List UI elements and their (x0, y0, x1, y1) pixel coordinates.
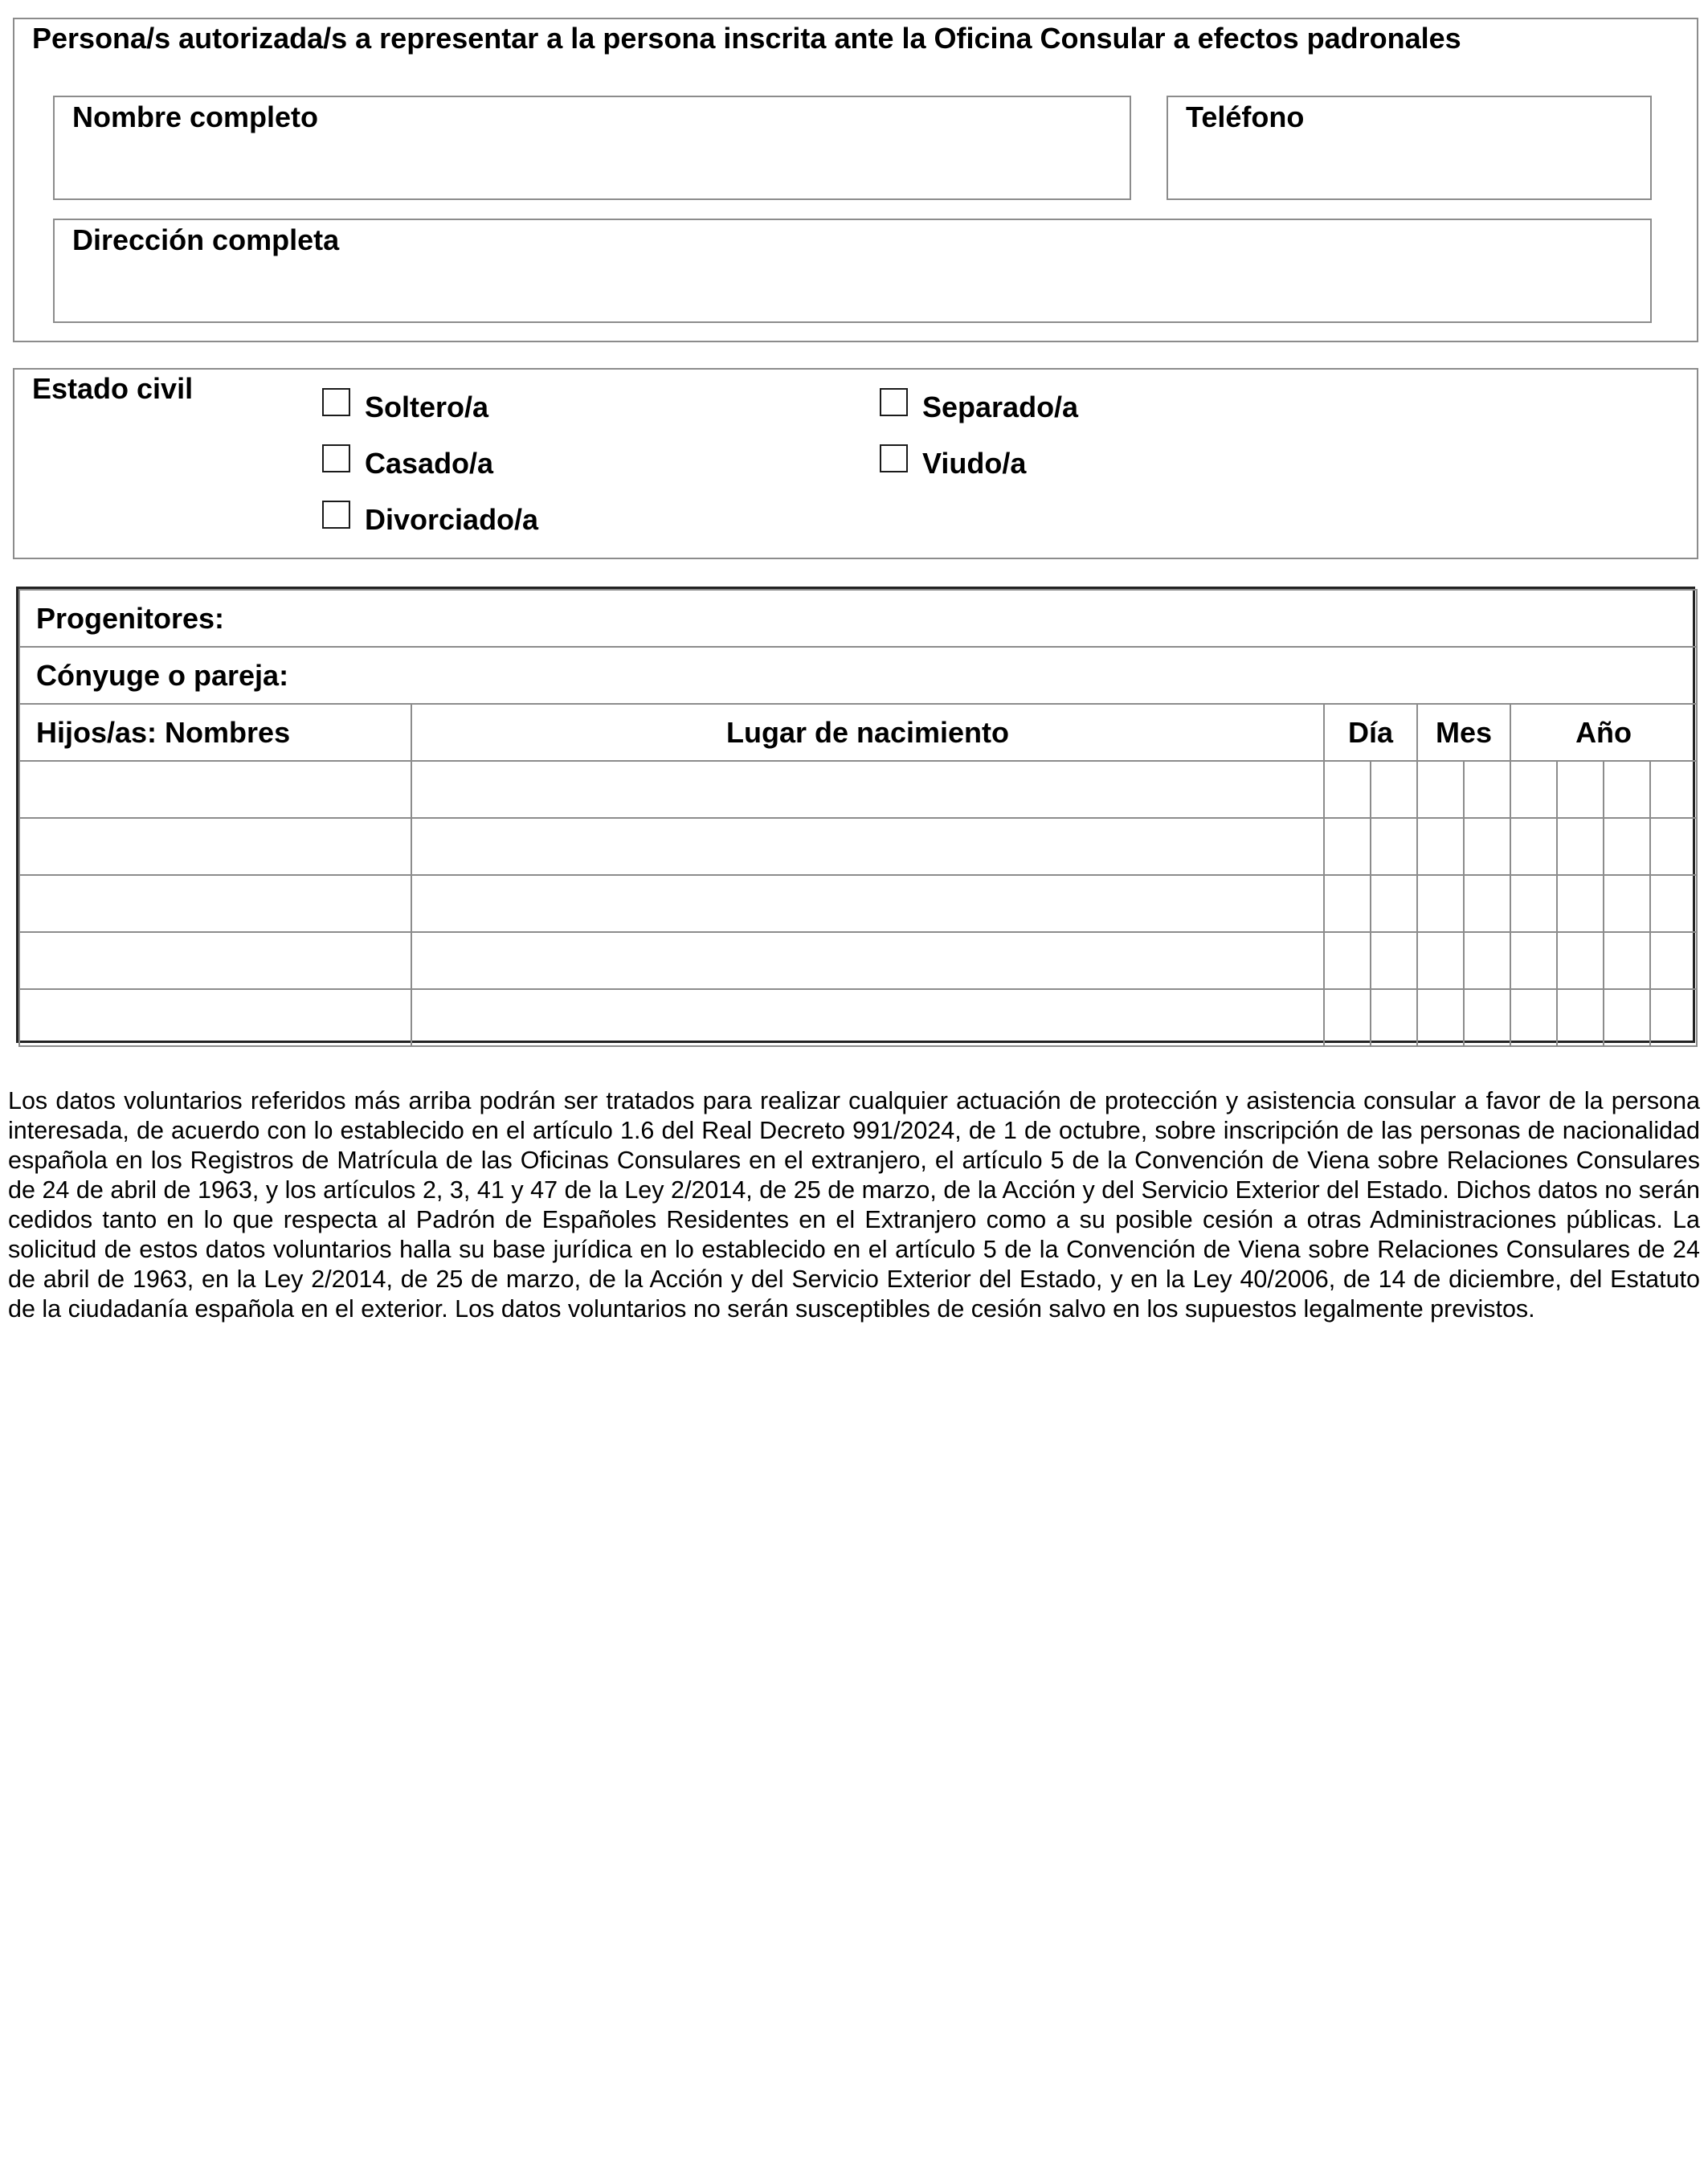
full-name-field[interactable] (53, 96, 1131, 200)
child-year-digit-cell[interactable] (1650, 989, 1697, 1046)
divorced-label: Divorciado/a (365, 503, 539, 536)
child-year-digit-cell[interactable] (1650, 818, 1697, 875)
child-month-digit-cell[interactable] (1464, 818, 1510, 875)
child-day-digit-cell[interactable] (1324, 818, 1371, 875)
widowed-checkbox[interactable] (880, 444, 908, 472)
child-month-digit-cell[interactable] (1417, 875, 1464, 932)
child-day-digit-cell[interactable] (1371, 932, 1417, 989)
child-year-digit-cell[interactable] (1510, 875, 1557, 932)
children-rows (19, 761, 1697, 1046)
widowed-label: Viudo/a (922, 447, 1027, 480)
child-year-digit-cell[interactable] (1650, 761, 1697, 818)
divorced-checkbox[interactable] (322, 501, 350, 529)
child-day-digit-cell[interactable] (1324, 932, 1371, 989)
child-year-digit-cell[interactable] (1604, 761, 1650, 818)
child-birthplace-cell[interactable] (411, 875, 1324, 932)
child-day-digit-cell[interactable] (1371, 875, 1417, 932)
separated-label: Separado/a (922, 391, 1079, 423)
parents-label: Progenitores: (36, 601, 225, 635)
child-year-digit-cell[interactable] (1604, 989, 1650, 1046)
civil-status-label: Estado civil (32, 372, 194, 405)
single-checkbox[interactable] (322, 388, 350, 416)
child-year-digit-cell[interactable] (1557, 932, 1604, 989)
child-day-digit-cell[interactable] (1324, 989, 1371, 1046)
married-label: Casado/a (365, 447, 494, 480)
full-name-label: Nombre completo (72, 100, 319, 133)
single-label: Soltero/a (365, 391, 489, 423)
phone-field[interactable] (1167, 96, 1652, 200)
child-year-digit-cell[interactable] (1510, 761, 1557, 818)
child-birthplace-cell[interactable] (411, 932, 1324, 989)
child-birthplace-cell[interactable] (411, 989, 1324, 1046)
child-month-digit-cell[interactable] (1417, 761, 1464, 818)
separated-checkbox[interactable] (880, 388, 908, 416)
child-day-digit-cell[interactable] (1324, 761, 1371, 818)
address-field[interactable] (53, 219, 1652, 323)
parents-row[interactable] (19, 590, 1697, 647)
children-names-header: Hijos/as: Nombres (19, 704, 411, 761)
child-day-digit-cell[interactable] (1371, 761, 1417, 818)
spouse-row[interactable] (19, 647, 1697, 704)
birthplace-header: Lugar de nacimiento (411, 704, 1324, 761)
child-year-digit-cell[interactable] (1557, 818, 1604, 875)
child-year-digit-cell[interactable] (1650, 932, 1697, 989)
child-name-cell[interactable] (19, 818, 411, 875)
child-row (19, 761, 1697, 818)
child-birthplace-cell[interactable] (411, 818, 1324, 875)
child-year-digit-cell[interactable] (1604, 818, 1650, 875)
address-label: Dirección completa (72, 223, 340, 256)
child-year-digit-cell[interactable] (1510, 818, 1557, 875)
phone-label: Teléfono (1186, 100, 1305, 133)
child-day-digit-cell[interactable] (1371, 989, 1417, 1046)
child-year-digit-cell[interactable] (1604, 875, 1650, 932)
child-name-cell[interactable] (19, 989, 411, 1046)
child-birthplace-cell[interactable] (411, 761, 1324, 818)
child-name-cell[interactable] (19, 932, 411, 989)
child-month-digit-cell[interactable] (1464, 761, 1510, 818)
child-year-digit-cell[interactable] (1557, 989, 1604, 1046)
child-row (19, 932, 1697, 989)
child-year-digit-cell[interactable] (1650, 875, 1697, 932)
representatives-title: Persona/s autorizada/s a representar a la persona inscrita ante la Oficina Consular a efectos padronales (32, 22, 1461, 55)
child-row (19, 989, 1697, 1046)
civil-status-section (13, 368, 1698, 559)
child-row (19, 875, 1697, 932)
child-day-digit-cell[interactable] (1371, 818, 1417, 875)
representatives-section (13, 18, 1698, 342)
child-row (19, 818, 1697, 875)
day-header: Día (1324, 704, 1417, 761)
child-year-digit-cell[interactable] (1557, 761, 1604, 818)
child-month-digit-cell[interactable] (1464, 932, 1510, 989)
child-year-digit-cell[interactable] (1604, 932, 1650, 989)
child-day-digit-cell[interactable] (1324, 875, 1371, 932)
child-month-digit-cell[interactable] (1417, 818, 1464, 875)
child-year-digit-cell[interactable] (1510, 989, 1557, 1046)
family-section (16, 587, 1695, 1043)
spouse-label: Cónyuge o pareja: (36, 658, 289, 692)
child-name-cell[interactable] (19, 761, 411, 818)
child-year-digit-cell[interactable] (1510, 932, 1557, 989)
legal-notice: Los datos voluntarios referidos más arriba podrán ser tratados para realizar cualquier actuación de protección y asistencia consular a favor de la persona interesada, de acuerdo con lo establecido en el artículo 1.6 del Real Decreto 991/2024, de 1 de octubre, sobre inscripción de las personas de nacionalidad española en los Registros de Matrícula de las Oficinas Consulares en el extranjero, el artículo 5 de la Convención de Viena sobre Relaciones Consulares de 24 de abril de 1963, y los artículos 2, 3, 41 y 47 de la Ley 2/2014, de 25 de marzo, de la Acción y del Servicio Exterior del Estado. Dichos datos no serán cedidos tanto en lo que respecta al Padrón de Españoles Residentes en el Extranjero como a su posible cesión a otras Administraciones públicas. La solicitud de estos datos voluntarios halla su base jurídica en lo establecido en el artículo 5 de la Convención de Viena sobre Relaciones Consulares de 24 de abril de 1963, en la Ley 2/2014, de 25 de marzo, de la Acción y del Servicio Exterior del Estado, y en la Ley 40/2006, de 14 de diciembre, del Estatuto de la ciudadanía española en el exterior. Los datos voluntarios no serán susceptibles de cesión salvo en los supuestos legalmente previstos. (8, 1087, 1700, 1323)
child-month-digit-cell[interactable] (1417, 932, 1464, 989)
child-month-digit-cell[interactable] (1417, 989, 1464, 1046)
family-table (18, 589, 1698, 1047)
child-month-digit-cell[interactable] (1464, 989, 1510, 1046)
children-header-row (19, 704, 1697, 761)
year-header: Año (1510, 704, 1697, 761)
child-month-digit-cell[interactable] (1464, 875, 1510, 932)
married-checkbox[interactable] (322, 444, 350, 472)
month-header: Mes (1417, 704, 1510, 761)
child-name-cell[interactable] (19, 875, 411, 932)
child-year-digit-cell[interactable] (1557, 875, 1604, 932)
